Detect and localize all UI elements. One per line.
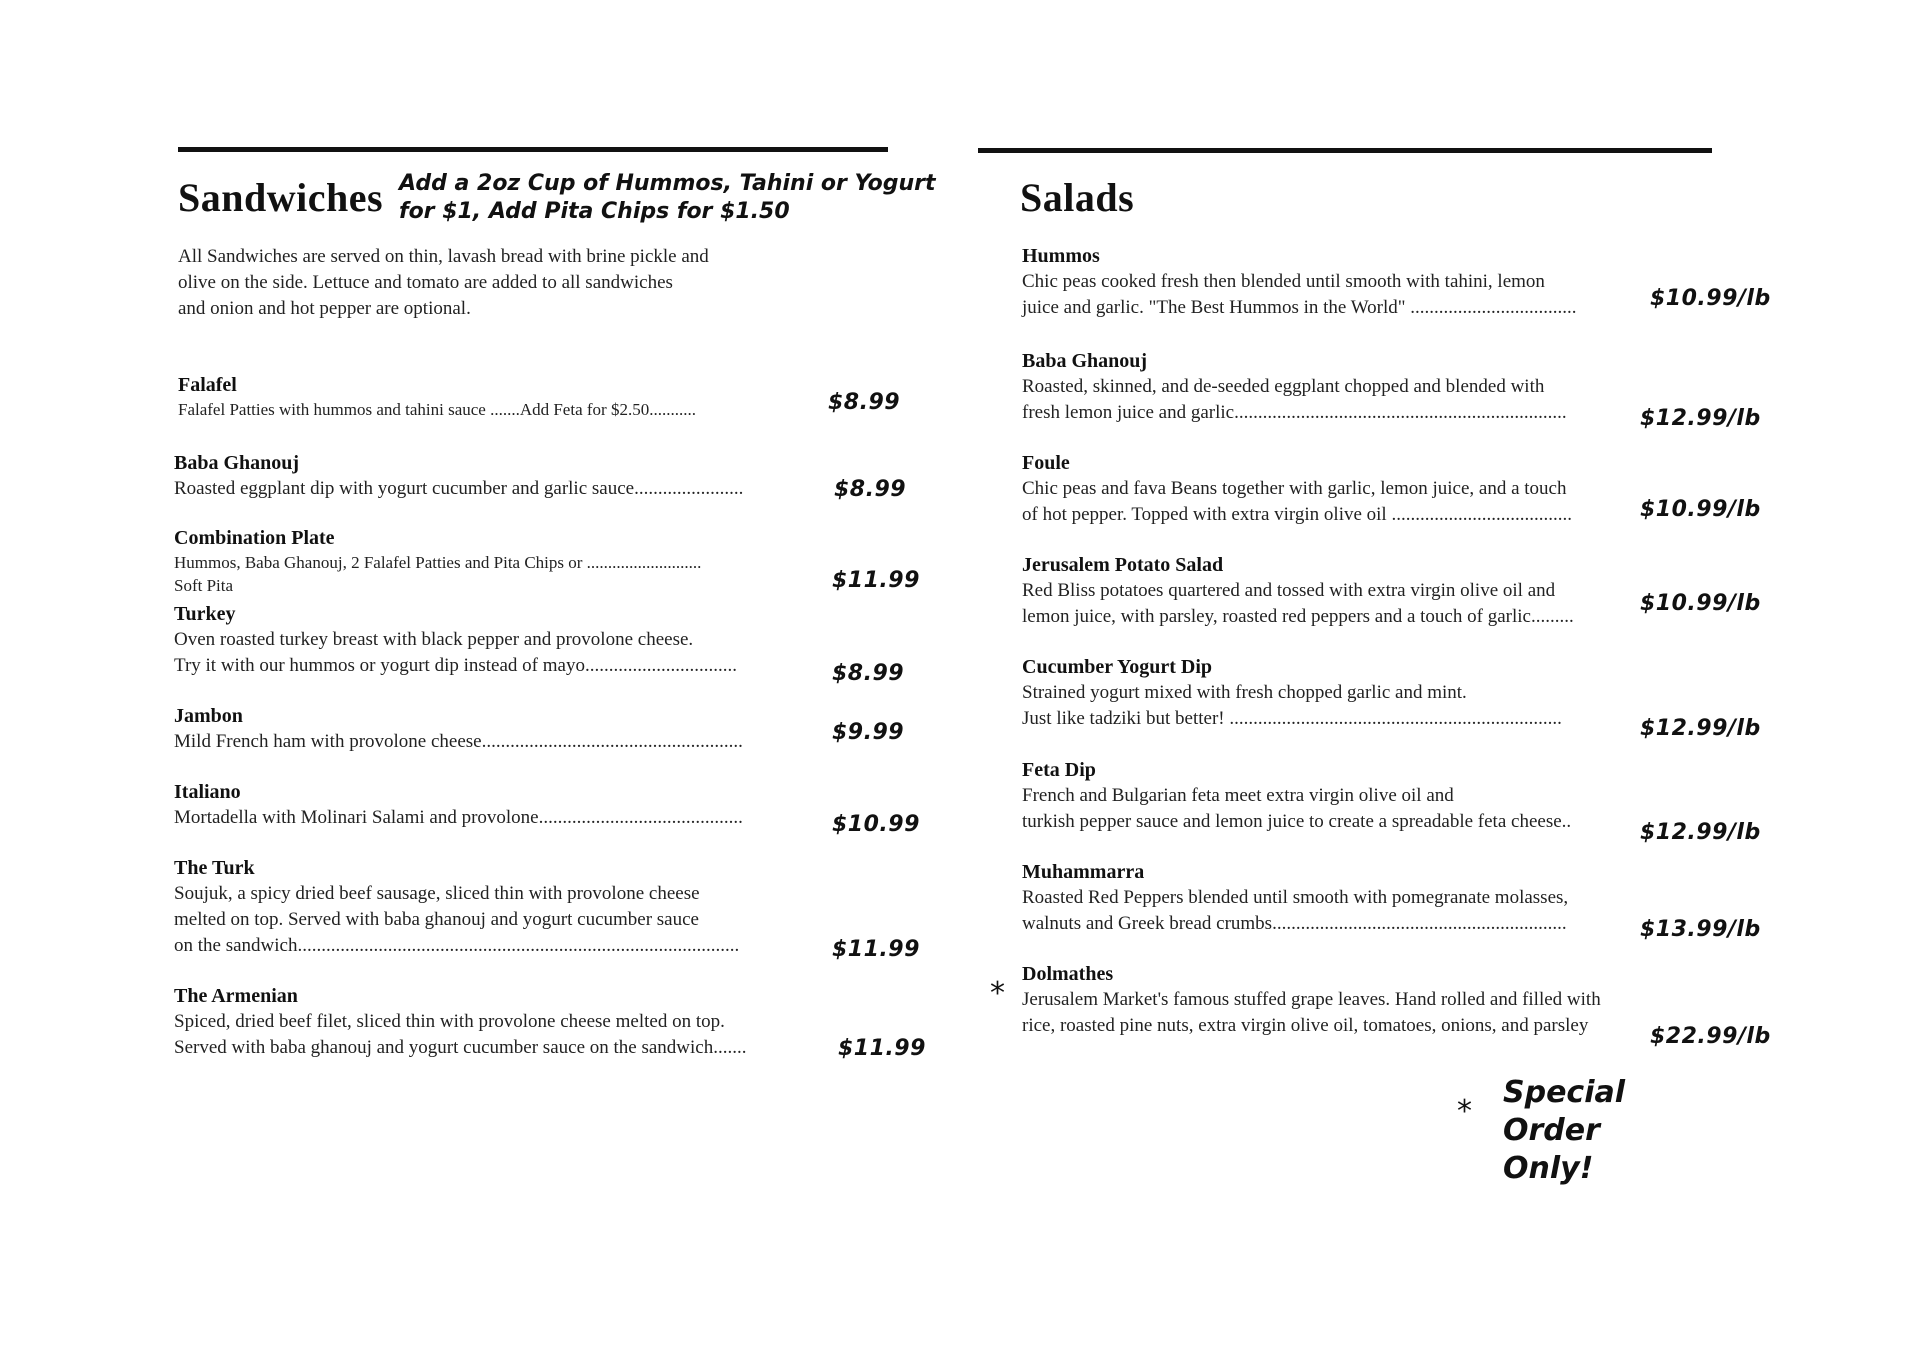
sandwich-item-the-turk: The Turk Soujuk, a spicy dried beef sausage, sliced thin with provolone cheese melted on top. Served with baba ghanouj and yogurt cucumber sauce on the sandwich.............................................................................................: [174, 857, 740, 956]
price-falafel: $8.99: [828, 390, 901, 415]
price-combination-plate: $11.99: [832, 568, 920, 593]
price-salad-hummos: $10.99/lb: [1650, 286, 1771, 311]
price-the-armenian: $11.99: [838, 1036, 926, 1061]
price-salad-dolmathes: $22.99/lb: [1650, 1024, 1771, 1049]
price-salad-jerusalem-potato-salad: $10.99/lb: [1640, 591, 1761, 616]
special-order-star-icon: *: [990, 976, 1005, 1011]
salad-item-cucumber-yogurt-dip: Cucumber Yogurt Dip Strained yogurt mixed with fresh chopped garlic and mint. Just like tadziki but better! ......................................................................: [1022, 656, 1562, 729]
special-order-note-star-icon: *: [1457, 1094, 1472, 1129]
divider-right: [978, 148, 1712, 153]
sandwich-addon-note: Add a 2oz Cup of Hummos, Tahini or Yogurt for $1, Add Pita Chips for $1.50: [399, 171, 936, 224]
price-the-turk: $11.99: [832, 937, 920, 962]
salad-item-dolmathes: Dolmathes Jerusalem Market's famous stuffed grape leaves. Hand rolled and filled with rice, roasted pine nuts, extra virgin olive oil, tomatoes, onions, and parsley: [1022, 963, 1601, 1036]
sandwich-item-baba-ghanouj: Baba Ghanouj Roasted eggplant dip with yogurt cucumber and garlic sauce.......................: [174, 452, 744, 499]
salad-item-foule: Foule Chic peas and fava Beans together with garlic, lemon juice, and a touch of hot pepper. Topped with extra virgin olive oil ......................................: [1022, 452, 1572, 525]
price-salad-baba-ghanouj: $12.99/lb: [1640, 406, 1761, 431]
salad-item-muhammarra: Muhammarra Roasted Red Peppers blended until smooth with pomegranate molasses, walnuts and Greek bread crumbs..............................................................: [1022, 861, 1569, 934]
salad-item-feta-dip: Feta Dip French and Bulgarian feta meet extra virgin olive oil and turkish pepper sauce and lemon juice to create a spreadable feta cheese..: [1022, 759, 1572, 832]
sandwich-item-falafel: Falafel Falafel Patties with hummos and tahini sauce .......Add Feta for $2.50...........: [178, 374, 696, 419]
salad-item-hummos: Hummos Chic peas cooked fresh then blended until smooth with tahini, lemon juice and garlic. "The Best Hummos in the World" ...................................: [1022, 245, 1577, 318]
sandwich-item-italiano: Italiano Mortadella with Molinari Salami and provolone...........................................: [174, 781, 743, 828]
sandwich-item-turkey: Turkey Oven roasted turkey breast with black pepper and provolone cheese. Try it with our hummos or yogurt dip instead of mayo................................: [174, 603, 737, 676]
price-baba-ghanouj: $8.99: [834, 477, 907, 502]
salad-item-jerusalem-potato-salad: Jerusalem Potato Salad Red Bliss potatoes quartered and tossed with extra virgin olive oil and lemon juice, with parsley, roasted red peppers and a touch of garlic.........: [1022, 554, 1574, 627]
special-order-note: Special Order Only!: [1503, 1075, 1626, 1186]
price-salad-cucumber-yogurt-dip: $12.99/lb: [1640, 716, 1761, 741]
sandwiches-title: Sandwiches: [178, 175, 384, 220]
sandwich-item-the-armenian: The Armenian Spiced, dried beef filet, sliced thin with provolone cheese melted on top. Served with baba ghanouj and yogurt cucumber sauce on the sandwich.......: [174, 985, 747, 1058]
salads-title: Salads: [1020, 175, 1135, 220]
sandwiches-intro: All Sandwiches are served on thin, lavash bread with brine pickle and olive on the side. Lettuce and tomato are added to all sandwiches and onion and hot pepper are optional.: [178, 246, 709, 319]
price-italiano: $10.99: [832, 812, 920, 837]
sandwich-item-combination-plate: Combination Plate Hummos, Baba Ghanouj, 2 Falafel Patties and Pita Chips or ........................... Soft Pita: [174, 527, 702, 595]
price-jambon: $9.99: [832, 720, 905, 745]
price-salad-foule: $10.99/lb: [1640, 497, 1761, 522]
price-turkey: $8.99: [832, 661, 905, 686]
price-salad-feta-dip: $12.99/lb: [1640, 820, 1761, 845]
sandwich-item-jambon: Jambon Mild French ham with provolone cheese.......................................................: [174, 705, 743, 752]
salad-item-baba-ghanouj: Baba Ghanouj Roasted, skinned, and de-seeded eggplant chopped and blended with fresh lemon juice and garlic......................................................................: [1022, 350, 1567, 423]
divider-left: [178, 147, 888, 152]
price-salad-muhammarra: $13.99/lb: [1640, 917, 1761, 942]
